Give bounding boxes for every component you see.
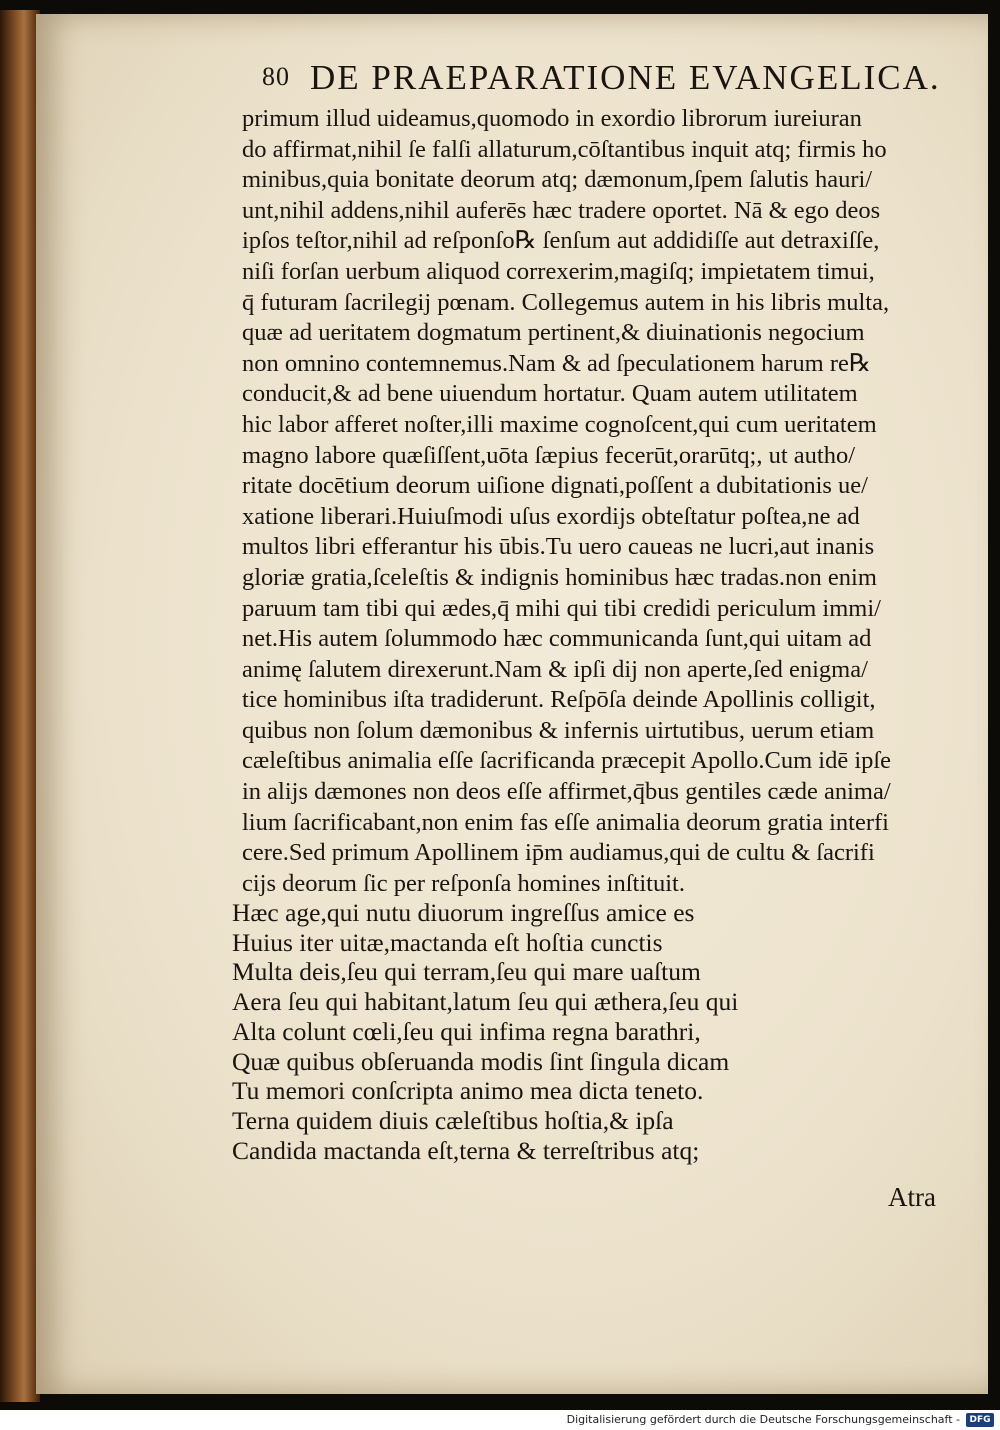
prose-line: magno labore quæſiſſent,uōta ſæpius fecerūt,orarūtq;, ut autho/ — [242, 441, 856, 469]
prose-line: tice hominibus iſta tradiderunt. Reſpōſa deinde Apollinis colligit, — [242, 686, 876, 714]
verse-line: Tu memori conſcripta animo mea dicta teneto. — [232, 1076, 704, 1106]
footer-bar — [0, 1410, 1000, 1430]
prose-line: cæleſtibus animalia eſſe ſacrificanda præcepit Apollo.Cum idē ipſe — [242, 747, 892, 775]
prose-line: unt,nihil addens,nihil auferēs hæc tradere oportet. Nā & ego deos — [242, 196, 881, 224]
verse-line: Quæ quibus obſeruanda modis ſint ſingula dicam — [232, 1046, 730, 1076]
verse-line: Huius iter uitæ,mactanda eſt hoſtia cunctis — [232, 927, 663, 957]
prose-line: cere.Sed primum Apollinem ip̄m audiamus,qui de cultu & ſacrifi — [242, 839, 875, 867]
prose-line: paruum tam tibi qui ædes,q̄ mihi qui tibi credidi periculum immi/ — [242, 594, 881, 622]
prose-line: niſi forſan uerbum aliquod correxerim,magiſq; impietatem timui, — [242, 257, 875, 285]
verse-line: Terna quidem diuis cæleſtibus hoſtia,& ipſa — [232, 1105, 674, 1135]
page-number: 80 — [262, 62, 290, 91]
verse-line: Aera ſeu qui habitant,latum ſeu qui æthera,ſeu qui — [232, 987, 739, 1017]
verse-line: Hæc age,qui nutu diuorum ingreſſus amice es — [232, 898, 695, 927]
prose-line: conducit,& ad bene uiuendum hortatur. Quam autem utilitatem — [242, 380, 858, 408]
prose-line: primum illud uideamus,quomodo in exordio librorum iureiuran — [242, 105, 862, 132]
prose-line: q̄ futuram ſacrilegij pœnam. Collegemus autem in his libris multa, — [242, 288, 890, 316]
prose-line: do affirmat,nihil ſe falſi allaturum,cōſtantibus inquit atq; firmis ho — [242, 135, 887, 163]
verse-line: Alta colunt cœli,ſeu qui infima regna barathri, — [232, 1016, 701, 1046]
prose-line: lium ſacrificabant,non enim fas eſſe animalia deorum gratia interfi — [242, 808, 889, 836]
page-header — [262, 58, 962, 104]
prose-line: multos libri efferantur his ūbis.Tu uero caueas ne lucri,aut inanis — [242, 533, 875, 561]
dfg-logo: DFG — [966, 1413, 994, 1427]
prose-line: non omnino contemnemus.Nam & ad ſpeculationem harum re℞ — [242, 349, 871, 377]
running-title: DE PRAEPARATIONE EVANGELICA. — [310, 58, 941, 97]
verse-line: Multa deis,ſeu qui terram,ſeu qui mare uaſtum — [232, 957, 701, 987]
prose-line: minibus,quia bonitate deorum atq; dæmonum,ſpem ſalutis hauri/ — [242, 166, 873, 194]
book-spine-edge — [0, 10, 40, 1402]
prose-line: in alijs dæmones non deos eſſe affirmet,q̄bus gentiles cæde anima/ — [242, 778, 891, 806]
prose-line: quibus non ſolum dæmonibus & infernis uirtutibus, uerum etiam — [242, 716, 875, 744]
funding-credit: Digitalisierung gefördert durch die Deutsche Forschungsgemeinschaft - — [566, 1413, 960, 1426]
prose-line: ipſos teſtor,nihil ad reſponſo℞ ſenſum aut addidiſſe aut detraxiſſe, — [242, 227, 880, 255]
verse-block — [232, 898, 832, 1165]
prose-line: animę ſalutem direxerunt.Nam & ipſi dij non aperte,ſed enigma/ — [242, 655, 868, 683]
prose-line: hic labor afferet noſter,illi maxime cognoſcent,qui cum ueritatem — [242, 410, 877, 438]
prose-line: ritate docētium deorum uiſione dignati,poſſent a dubitationis ue/ — [242, 472, 868, 500]
prose-line: gloriæ gratia,ſceleſtis & indignis hominibus hæc tradas.non enim — [242, 563, 877, 591]
verse-line: Candida mactanda eſt,terna & terreſtribus atq; — [232, 1135, 700, 1165]
catchword: Atra — [888, 1182, 936, 1212]
prose-line: xatione liberari.Huiuſmodi uſus exordijs obteſtatur poſtea,ne ad — [242, 502, 860, 530]
prose-line: cijs deorum ſic per reſponſa homines inſtituit. — [242, 869, 685, 897]
prose-line: net.His autem ſolummodo hæc communicanda ſunt,qui uitam ad — [242, 625, 872, 653]
prose-block — [242, 104, 960, 899]
prose-line: quæ ad ueritatem dogmatum pertinent,& diuinationis negocium — [242, 319, 865, 347]
